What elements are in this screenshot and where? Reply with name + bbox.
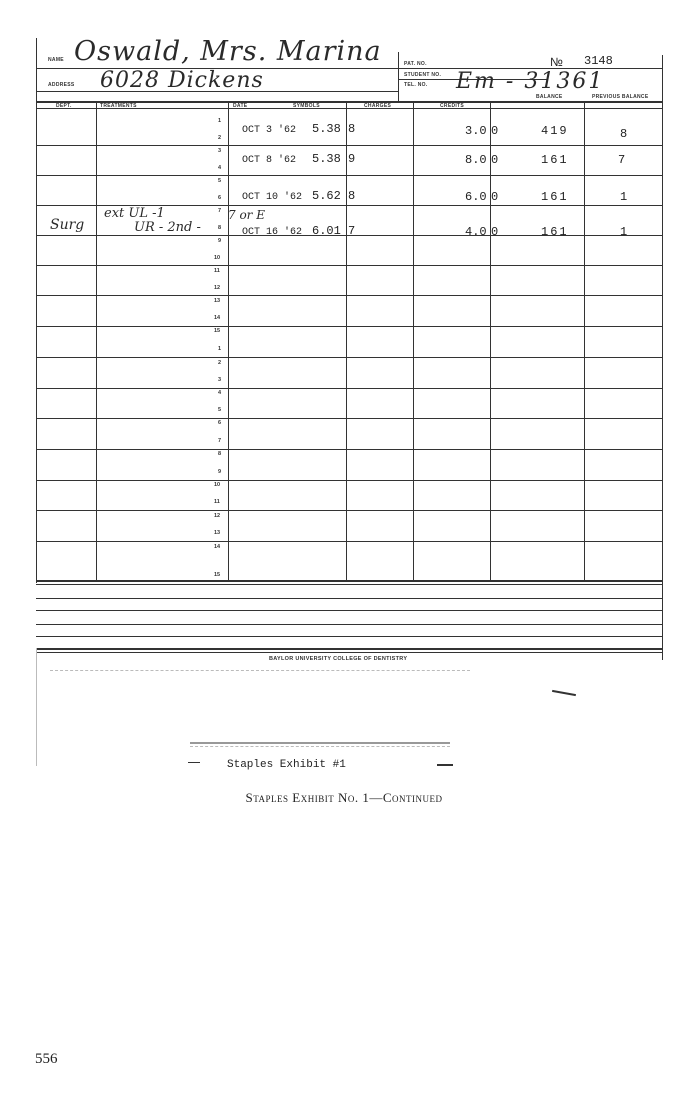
row-number: 7 <box>218 208 222 214</box>
student-no-label: STUDENT NO. <box>404 72 442 78</box>
row-number: 8 <box>218 451 222 457</box>
entry-credit: 4.0 <box>465 225 487 239</box>
pat-no-label: PAT. NO. <box>404 61 427 67</box>
institution-name: BAYLOR UNIVERSITY COLLEGE OF DENTISTRY <box>269 656 408 662</box>
row-number: 3 <box>218 148 222 154</box>
row-number: 14 <box>214 544 221 550</box>
entry-balance: 161 <box>541 153 569 167</box>
row-number: 15 <box>214 572 221 578</box>
row-number: 3 <box>218 377 222 383</box>
entry-credit: 3.0 <box>465 124 487 138</box>
row-number: 11 <box>214 499 220 505</box>
name-label: NAME <box>48 57 64 63</box>
treatments-header: TREATMENTS <box>100 103 137 109</box>
entry-previous-balance: 7 <box>618 153 626 167</box>
symbols-header: SYMBOLS <box>293 103 320 109</box>
record-number: 3148 <box>584 54 613 68</box>
row-number: 11 <box>214 268 220 274</box>
entry-symbol-end: 9 <box>348 152 356 166</box>
row-number: 10 <box>214 482 221 488</box>
number-symbol: № <box>550 55 563 69</box>
row-number: 14 <box>214 315 221 321</box>
row-number: 6 <box>218 195 222 201</box>
entry-date: OCT 10 '62 <box>242 192 303 203</box>
entry-credit-end: 0 <box>491 124 499 138</box>
page-number: 556 <box>35 1051 58 1067</box>
entry-date: OCT 8 '62 <box>242 155 297 166</box>
row-number: 12 <box>214 285 221 291</box>
row-number: 12 <box>214 513 221 519</box>
entry-previous-balance: 1 <box>620 225 628 239</box>
entry-previous-balance: 8 <box>620 127 628 141</box>
row-number: 4 <box>218 390 222 396</box>
entry-balance: 161 <box>541 225 569 239</box>
entry-credit: 8.0 <box>465 153 487 167</box>
entry-balance: 161 <box>541 190 569 204</box>
row-number: 1 <box>218 118 222 124</box>
entry-balance: 419 <box>541 124 569 138</box>
entry-credit: 6.0 <box>465 190 487 204</box>
entry-symbol-end: 8 <box>348 189 356 203</box>
handwritten-treatment: UR - 2nd - <box>134 220 201 235</box>
entry-date: OCT 3 '62 <box>242 125 297 136</box>
entry-symbol: 5.38 <box>312 122 341 136</box>
charges-header: CHARGES <box>364 103 392 109</box>
patient-address: 6028 Dickens <box>100 68 264 93</box>
address-label: ADDRESS <box>48 82 75 88</box>
row-number: 13 <box>214 298 221 304</box>
row-number: 15 <box>214 328 221 334</box>
handwritten-treatment: ext UL -1 <box>104 206 165 221</box>
figure-caption: Staples Exhibit No. 1—Continued <box>245 790 443 805</box>
row-number: 5 <box>218 178 222 184</box>
entry-symbol: 5.62 <box>312 189 341 203</box>
entry-symbol-end: 7 <box>348 224 356 238</box>
row-number: 2 <box>218 360 222 366</box>
row-number: 6 <box>218 420 222 426</box>
row-number: 7 <box>218 438 222 444</box>
row-number: 5 <box>218 407 222 413</box>
exhibit-label: Staples Exhibit #1 <box>227 759 346 771</box>
tel-number: Em - 31361 <box>456 69 605 94</box>
handwritten-note: 7 or E <box>228 208 265 222</box>
balance-header: BALANCE <box>536 94 563 100</box>
dept-header: DEPT. <box>56 103 72 109</box>
row-number: 13 <box>214 530 221 536</box>
row-number: 8 <box>218 225 222 231</box>
entry-credit-end: 0 <box>491 153 499 167</box>
tel-no-label: TEL. NO. <box>404 82 428 88</box>
handwritten-dept: Surg <box>50 217 85 233</box>
entry-previous-balance: 1 <box>620 190 628 204</box>
row-number: 1 <box>218 346 222 352</box>
date-header: DATE <box>233 103 248 109</box>
entry-symbol-end: 8 <box>348 122 356 136</box>
row-number: 9 <box>218 238 222 244</box>
patient-name: Oswald, Mrs. Marina <box>74 36 382 67</box>
entry-symbol: 5.38 <box>312 152 341 166</box>
previous-balance-header: PREVIOUS BALANCE <box>592 94 649 100</box>
row-number: 10 <box>214 255 221 261</box>
entry-symbol: 6.01 <box>312 224 341 238</box>
row-number: 9 <box>218 469 222 475</box>
row-number: 4 <box>218 165 222 171</box>
entry-credit-end: 0 <box>491 190 499 204</box>
entry-date: OCT 16 '62 <box>242 227 303 238</box>
entry-credit-end: 0 <box>491 225 499 239</box>
row-number: 2 <box>218 135 222 141</box>
credits-header: CREDITS <box>440 103 465 109</box>
